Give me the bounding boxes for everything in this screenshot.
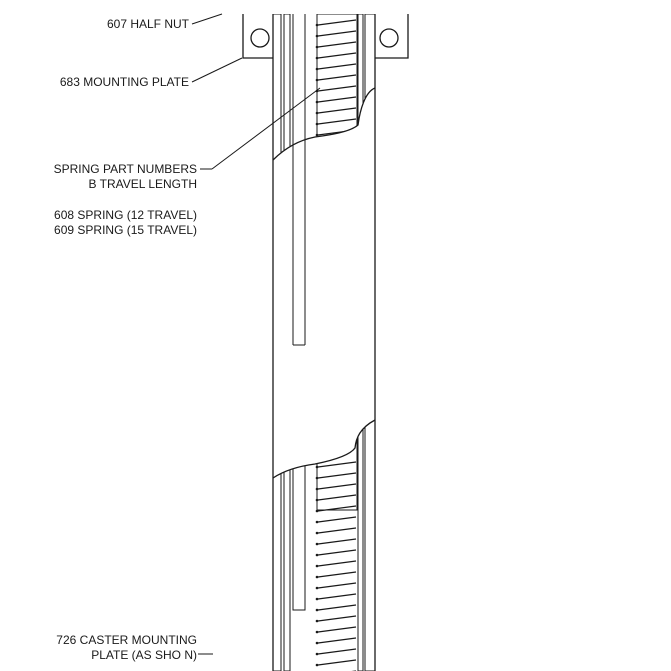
spring-coil-end xyxy=(316,653,319,656)
bottom-section xyxy=(273,420,375,671)
spring-coil xyxy=(318,605,356,610)
top-section xyxy=(273,14,375,164)
spring-coil-end xyxy=(316,35,319,38)
spring-coil-end xyxy=(316,123,319,126)
spring-coil xyxy=(318,119,356,124)
label-half-nut: 607 HALF NUT xyxy=(106,17,189,31)
spring-coil xyxy=(318,97,356,102)
spring-coil-end xyxy=(316,521,319,524)
spring-coil-end xyxy=(316,620,319,623)
spring-coil xyxy=(318,53,356,58)
spring-coil-end xyxy=(316,112,319,115)
spring-coil-end xyxy=(316,46,319,49)
spring-coil xyxy=(318,64,356,69)
spring-coil xyxy=(318,649,356,654)
inner-tube-lines xyxy=(293,140,305,345)
spring-coil-end xyxy=(316,466,319,469)
spring-coil xyxy=(318,20,356,25)
label-caster-plate: 726 CASTER MOUNTING xyxy=(56,633,197,647)
spring-coil xyxy=(318,594,356,599)
spring-coil-end xyxy=(316,24,319,27)
spring-coil xyxy=(318,75,356,80)
mounting-hole-right xyxy=(380,29,398,47)
bottom-spring-coils xyxy=(316,462,356,671)
spring-coil xyxy=(318,108,356,113)
leader-lines xyxy=(192,14,320,654)
leader-spring xyxy=(212,88,320,169)
label-spring-609: 609 SPRING (15 TRAVEL) xyxy=(54,223,197,237)
spring-coil-end xyxy=(316,134,319,137)
label-caster-plate-2: PLATE (AS SHO N) xyxy=(91,648,197,662)
label-travel-length: B TRAVEL LENGTH xyxy=(88,177,197,191)
label-spring-608: 608 SPRING (12 TRAVEL) xyxy=(54,208,197,222)
spring-coil-end xyxy=(316,477,319,480)
spring-coil xyxy=(318,130,356,135)
spring-coil xyxy=(318,561,356,566)
top-break-line xyxy=(273,88,375,160)
spring-coil-end xyxy=(316,510,319,513)
spring-coil-end xyxy=(316,576,319,579)
spring-coil-end xyxy=(316,565,319,568)
spring-coil-end xyxy=(316,609,319,612)
spring-coil xyxy=(318,660,356,665)
mounting-plate xyxy=(243,14,408,58)
mounting-hole-left xyxy=(251,29,269,47)
spring-coil-end xyxy=(316,101,319,104)
spring-coil-end xyxy=(316,587,319,590)
spring-coil xyxy=(318,627,356,632)
spring-coil-end xyxy=(316,543,319,546)
spring-coil xyxy=(318,495,356,500)
spring-coil xyxy=(318,550,356,555)
spring-coil xyxy=(318,473,356,478)
bottom-break-line xyxy=(273,420,375,478)
spring-coil-end xyxy=(316,57,319,60)
spring-coil xyxy=(318,528,356,533)
spring-coil-end xyxy=(316,79,319,82)
label-spring-part-numbers: SPRING PART NUMBERS xyxy=(53,162,197,176)
spring-coil-end xyxy=(316,499,319,502)
spring-coil-end xyxy=(316,532,319,535)
spring-coil xyxy=(318,86,356,91)
label-mounting-plate: 683 MOUNTING PLATE xyxy=(59,75,189,89)
leader-half-nut xyxy=(192,14,222,24)
spring-coil xyxy=(318,616,356,621)
spring-coil-end xyxy=(316,488,319,491)
spring-coil xyxy=(318,31,356,36)
spring-coil xyxy=(318,42,356,47)
spring-coil xyxy=(318,638,356,643)
top-spring-coils xyxy=(316,20,356,136)
spring-coil-end xyxy=(316,598,319,601)
spring-coil-end xyxy=(316,642,319,645)
spring-coil-end xyxy=(316,631,319,634)
leader-mounting-plate xyxy=(192,58,242,82)
spring-coil xyxy=(318,572,356,577)
spring-coil-end xyxy=(316,68,319,71)
spring-coil-end xyxy=(316,554,319,557)
spring-coil xyxy=(318,517,356,522)
spring-coil xyxy=(318,539,356,544)
spring-coil-end xyxy=(316,664,319,667)
spring-coil xyxy=(318,484,356,489)
spring-coil xyxy=(318,583,356,588)
